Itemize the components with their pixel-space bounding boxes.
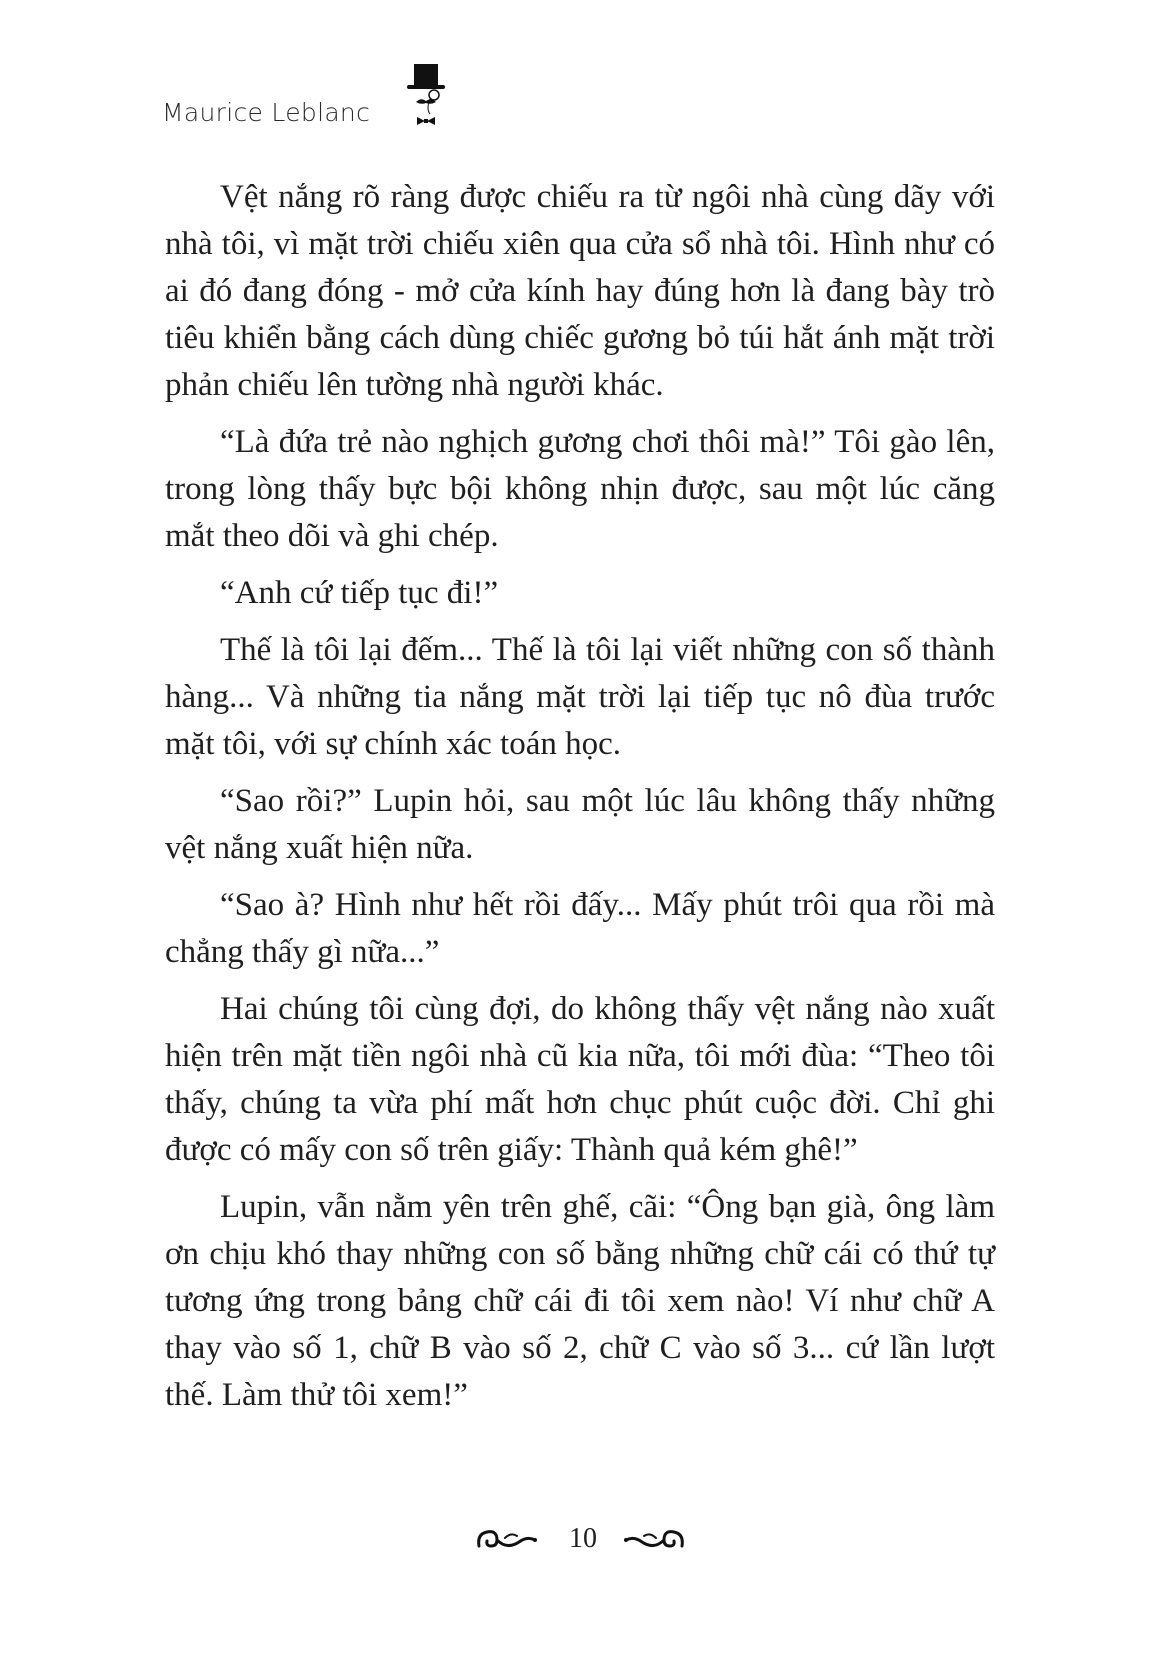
running-header [162,62,462,142]
page-footer [0,1520,1166,1560]
page-number: 10 [569,1523,597,1554]
paragraph-6: “Sao à? Hình như hết rồi đấy... Mấy phút trôi qua rồi mà chẳng thấy gì nữa...” [165,887,995,970]
paragraph-7: Hai chúng tôi cùng đợi, do không thấy vệt nắng nào xuất hiện trên mặt tiền ngôi nhà cũ kia nữa, tôi mới đùa: “Theo tôi thấy, chúng ta vừa phí mất hơn chục phút cuộc đời. Chỉ ghi được có mấy con số trên giấy: Thành quả kém ghê!” [165,991,995,1168]
scroll-ornament-icon [475,1524,539,1554]
paragraph-3: “Anh cứ tiếp tục đi!” [220,575,499,611]
paragraph-5: “Sao rồi?” Lupin hỏi, sau một lúc lâu không thấy những vệt nắng xuất hiện nữa. [165,783,995,866]
paragraph-4: Thế là tôi lại đếm... Thế là tôi lại viết những con số thành hàng... Và những tia nắng mặt trời lại tiếp tục nô đùa trước mặt tôi, với sự chính xác toán học. [165,632,995,762]
scroll-ornament-icon [622,1524,686,1554]
paragraph-2: “Là đứa trẻ nào nghịch gương chơi thôi mà!” Tôi gào lên, trong lòng thấy bực bội không nhịn được, sau một lúc căng mắt theo dõi và ghi chép. [165,424,995,554]
paragraph-8: Lupin, vẫn nằm yên trên ghế, cãi: “Ông bạn già, ông làm ơn chịu khó thay những con số bằng những chữ cái có thứ tự tương ứng trong bảng chữ cái đi tôi xem nào! Ví như chữ A thay vào số 1, chữ B vào số 2, chữ C vào số 3... cứ lần lượt thế. Làm thử tôi xem!” [165,1189,995,1413]
top-hat-monocle-bowtie-icon [406,62,446,134]
paragraph-1: Vệt nắng rõ ràng được chiếu ra từ ngôi nhà cùng dãy với nhà tôi, vì mặt trời chiếu xiên qua cửa sổ nhà tôi. Hình như có ai đó đang đóng - mở cửa kính hay đúng hơn là đang bày trò tiêu khiển bằng cách dùng chiếc gương bỏ túi hắt ánh mặt trời phản chiếu lên tường nhà người khác. [165,179,995,403]
body-text [165,174,995,1429]
author-name: Maurice Leblanc [162,98,371,127]
